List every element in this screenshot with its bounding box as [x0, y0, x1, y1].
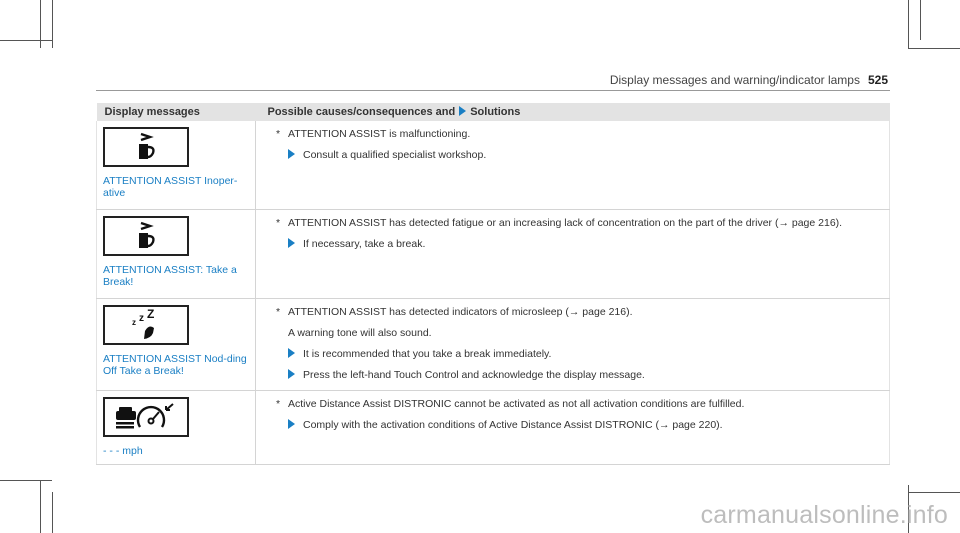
- display-message-label: ATTENTION ASSIST Nod-ding Off Take a Break!: [103, 353, 247, 377]
- svg-text:z: z: [139, 313, 144, 324]
- running-title: Display messages and warning/indicator lamps: [609, 73, 860, 87]
- cause-line: * ATTENTION ASSIST has detected indicators of microsleep (→ page 216).: [276, 306, 633, 318]
- solution-arrow-icon: [288, 369, 295, 379]
- svg-text:z: z: [132, 318, 136, 327]
- table-row: [97, 121, 890, 210]
- table-header-row: [97, 103, 890, 121]
- causes-cell: [256, 391, 890, 465]
- display-message-cell: [97, 391, 256, 465]
- causes-cell: [256, 121, 890, 210]
- page-number: 525: [867, 73, 888, 87]
- crop-mark-tl-h: [0, 40, 52, 41]
- crop-mark-tr-v2: [920, 0, 921, 40]
- crop-mark-tr-v: [908, 0, 909, 48]
- solution-arrow-icon: [288, 348, 295, 358]
- solution-step: Consult a qualified specialist workshop.: [276, 149, 881, 162]
- coffee-cup-icon: [103, 216, 189, 256]
- running-head: [610, 73, 888, 87]
- distance-assist-gauge-icon: [103, 397, 189, 437]
- header-rule: [96, 90, 890, 91]
- solution-arrow-icon: [288, 149, 295, 159]
- solution-arrow-icon: [288, 419, 295, 429]
- watermark: carmanualsonline.info: [700, 501, 948, 529]
- cause-note: A warning tone will also sound.: [288, 327, 432, 339]
- col-header-causes-text: Possible causes/consequences and: [267, 106, 456, 118]
- display-message-cell: [97, 121, 256, 210]
- microsleep-zzz-icon: [103, 305, 189, 345]
- table-row: [97, 299, 890, 391]
- solution-step: Press the left-hand Touch Control and acknowledge the display message.: [276, 369, 881, 382]
- cause-line: * ATTENTION ASSIST has detected fatigue or an increasing lack of concentration on the part of the driver (→ page 216).: [276, 217, 843, 229]
- display-message-cell: [97, 210, 256, 299]
- display-message-label: ATTENTION ASSIST: Take a Break!: [103, 264, 237, 288]
- svg-text:Z: Z: [147, 309, 155, 321]
- col-header-causes: [256, 103, 890, 121]
- table-row: [97, 391, 890, 465]
- solution-arrow-icon: [288, 238, 295, 248]
- display-message-label: ATTENTION ASSIST Inoper-ative: [103, 175, 238, 199]
- display-message-label: - - - mph: [103, 445, 143, 457]
- cause-line: * Active Distance Assist DISTRONIC cannot be activated as not all activation conditions are fulfilled.: [276, 398, 745, 410]
- solution-arrow-icon: [459, 106, 466, 116]
- solution-step: It is recommended that you take a break immediately.: [276, 348, 881, 361]
- col-header-solutions-text: Solutions: [470, 106, 521, 118]
- coffee-cup-icon: [103, 127, 189, 167]
- cause-line: * ATTENTION ASSIST is malfunctioning.: [276, 128, 471, 140]
- display-message-cell: [97, 299, 256, 391]
- col-header-display-messages: Display messages: [97, 103, 256, 121]
- display-messages-table: [96, 103, 890, 465]
- table-row: [97, 210, 890, 299]
- solution-step: If necessary, take a break.: [276, 238, 881, 251]
- crop-mark-bl-v2: [52, 492, 53, 533]
- crop-mark-tl-v2: [52, 0, 53, 48]
- causes-cell: [256, 210, 890, 299]
- solution-step: Comply with the activation conditions of Active Distance Assist DISTRONIC (→ page 220).: [276, 419, 881, 432]
- crop-mark-br-h: [908, 492, 960, 493]
- crop-mark-bl-h: [0, 480, 52, 481]
- crop-mark-tr-h: [908, 48, 960, 49]
- causes-cell: [256, 299, 890, 391]
- crop-mark-bl-v: [40, 480, 41, 533]
